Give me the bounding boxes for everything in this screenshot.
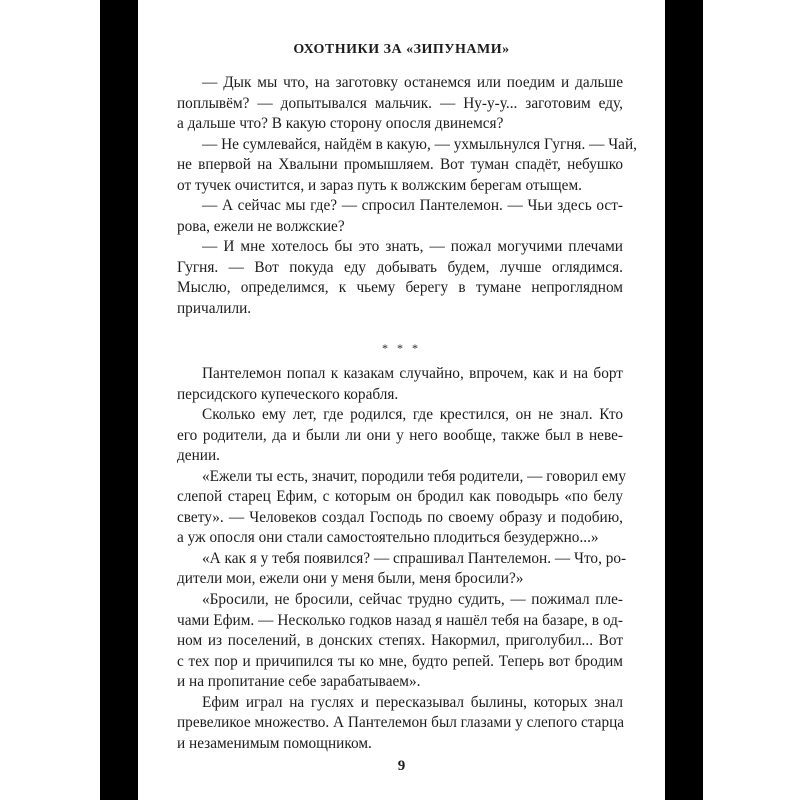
text-line: дении. [177, 447, 220, 465]
text-line: а дальше что? В какую сторону опосля двинемся? [177, 115, 504, 133]
text-line: и на пропитание себе зарабатываем». [177, 673, 421, 691]
text-line: причалили. [177, 300, 252, 318]
text-line: его родители, да и были ли они у него вообще, также был в неве- [177, 426, 623, 444]
paragraph [177, 549, 627, 590]
text-line: — Не сумлевайся, найдём в какую, — ухмыльнулся Гугня. — Чай, [202, 135, 637, 153]
text-line: — Дык мы что, на заготовку останемся или поедим и дальше [202, 74, 623, 91]
paragraph [177, 237, 623, 319]
text-line: «Бросили, не бросили, сейчас трудно судить, — пожимал пле- [202, 591, 623, 609]
left-scan-border [100, 0, 138, 800]
text-line: слепой старец Ефим, с которым он бродил как поводырь «по белу [177, 488, 623, 506]
right-scan-border [665, 0, 703, 800]
text-line: а уж опосля они стали самостоятельно плодиться безудержно...» [177, 529, 599, 547]
page-number: 9 [397, 758, 406, 774]
paragraph [177, 364, 623, 405]
text-line: Пантелемон попал к казакам случайно, впрочем, как и на борт [202, 365, 623, 382]
paragraph [177, 405, 623, 467]
paragraph [177, 196, 623, 237]
paragraph [177, 73, 623, 135]
text-line: от тучек очистится, и зараз путь к волжским берегам отыщем. [177, 176, 582, 194]
text-line: ном из поселений, в донских степях. Накормил, приголубил... Вот [177, 632, 623, 650]
section-break: * * * [382, 341, 421, 355]
paragraph [177, 135, 637, 197]
text-line: и незаменимым помощником. [177, 734, 372, 752]
text-line: Сколько ему лет, где родился, где крестился, он не знал. Кто [202, 406, 623, 424]
text-line: — И мне хотелось бы это знать, — пожал могучими плечами [202, 238, 623, 256]
text-line: с тех пор и причипился ты ко мне, будто репей. Теперь вот бродим [177, 652, 623, 670]
text-block-1 [177, 73, 637, 320]
text-line: не впервой на Хвалыни промышляем. Вот туман спадёт, небушко [177, 156, 623, 174]
text-line: Мыслю, определимся, к чьему берегу в тумане непроглядном [177, 279, 623, 297]
text-line: Гугня. — Вот покуда еду добывать будем, лучше оглядимся. [177, 258, 623, 276]
paragraph [177, 467, 626, 549]
text-line: дители мои, ежели они у меня были, меня бросили?» [177, 570, 524, 588]
running-header: ОХОТНИКИ ЗА «ЗИПУНАМИ» [293, 42, 510, 57]
text-line: рова, ежели не волжские? [177, 217, 345, 235]
text-line: «А как я у тебя появился? — спрашивал Пантелемон. — Что, ро- [202, 549, 627, 567]
text-line: поплывём? — допытывался мальчик. — Ну-у-у... заготовим еду, [177, 94, 623, 112]
text-line: Ефим играл на гуслях и пересказывал былины, которых знал [202, 693, 623, 711]
text-line: «Ежели ты есть, значит, породили тебя родители, — говорил ему [202, 467, 626, 485]
paragraph [177, 590, 623, 693]
text-line: персидского купеческого корабля. [177, 385, 399, 403]
text-line: — А сейчас мы где? — спросил Пантелемон. — Чьи здесь ост- [202, 197, 623, 215]
text-line: свету». — Человеков создал Господь по своему образу и подобию, [177, 508, 623, 526]
paragraph [177, 693, 623, 755]
text-line: чами Ефим. — Несколько годков назад я нашёл тебя на базаре, в од- [177, 611, 623, 629]
text-block-2 [177, 364, 627, 754]
text-line: превеликое множество. А Пантелемон был глазами у слепого старца [177, 714, 625, 732]
